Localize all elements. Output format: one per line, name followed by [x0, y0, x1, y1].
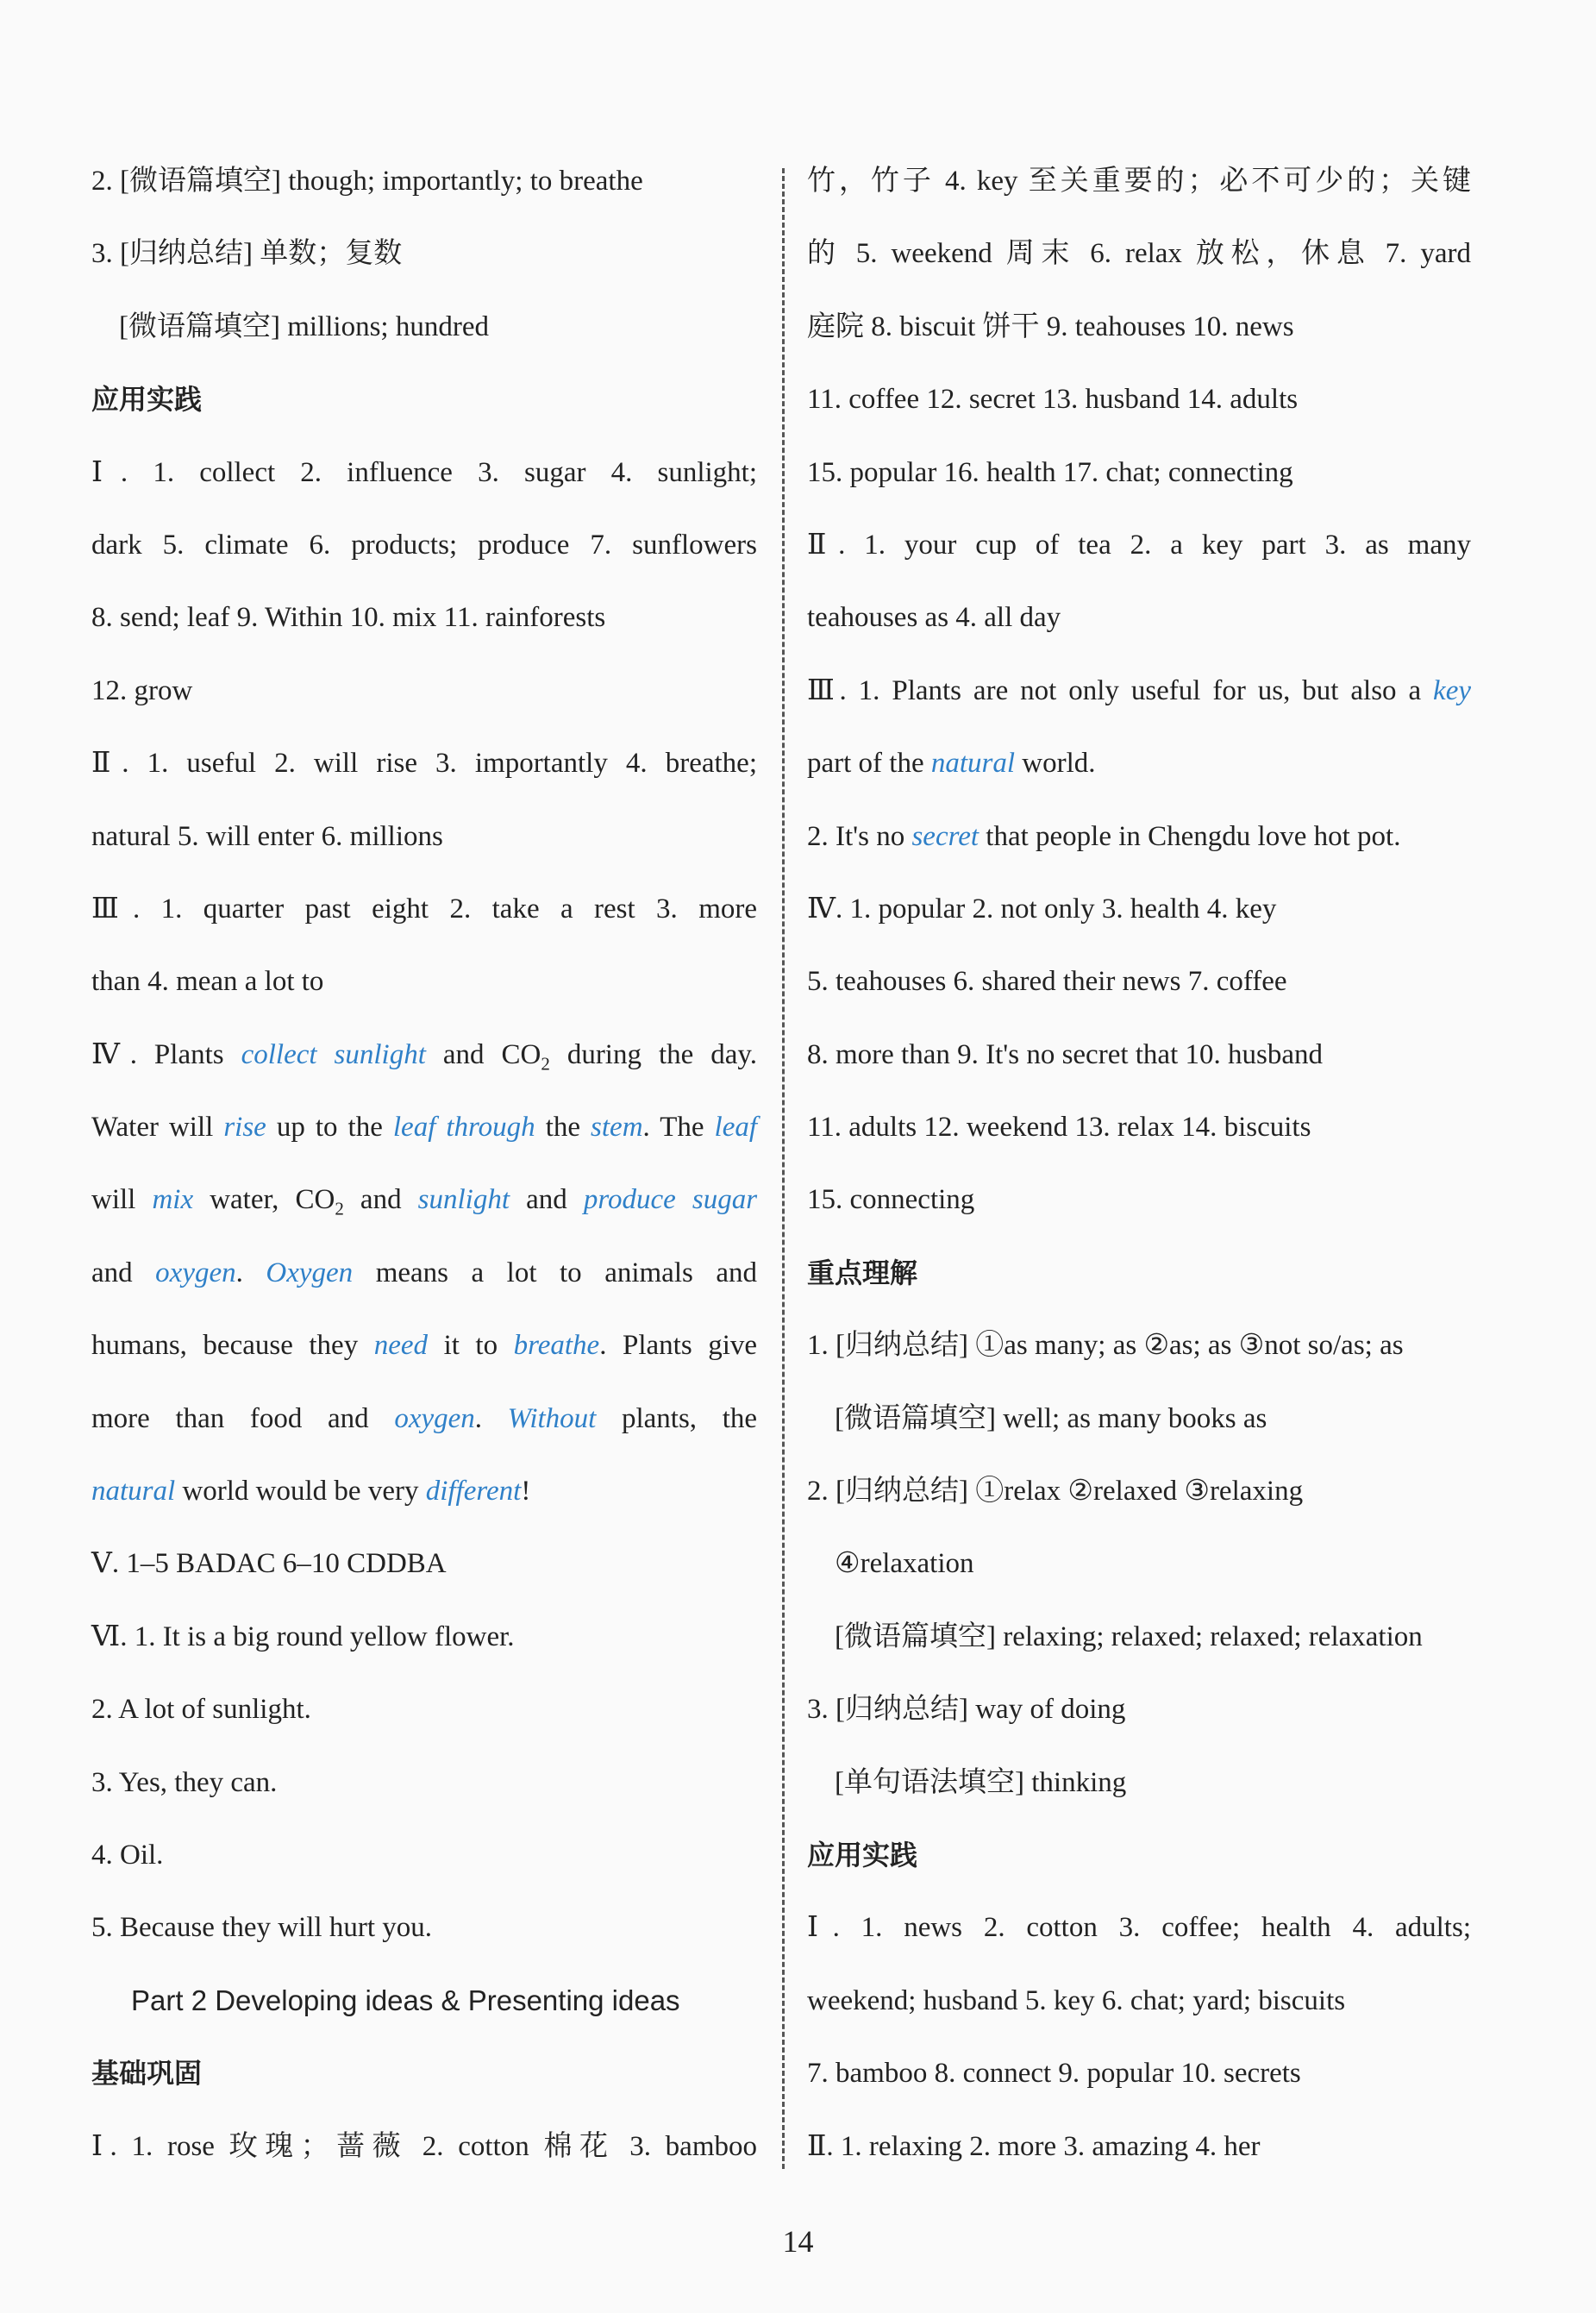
answer-line: teahouses as 4. all day	[807, 602, 1061, 634]
answer-line: Ⅰ. 1. news 2. cotton 3. coffee; health 4. adults;	[807, 1912, 1471, 1944]
filled-answer: stem	[591, 1112, 643, 1144]
section-heading: 应用实践	[807, 1838, 918, 1871]
filled-answer: Without	[507, 1402, 597, 1434]
answer-line: 11. coffee 12. secret 13. husband 14. adults	[807, 384, 1299, 416]
answer-line: 2. A lot of sunlight.	[91, 1694, 311, 1726]
passage-line: will mix water, $CO_2$ and sunlight and produce sugar	[91, 1184, 758, 1220]
answer-line: 4. Oil.	[91, 1839, 164, 1871]
answer-line: Ⅰ. 1. rose 玫瑰；蔷薇 2. cotton 棉花 3. bamboo	[91, 2130, 757, 2162]
answer-line: Ⅴ. 1–5 BADAC 6–10 CDDBA	[91, 1548, 447, 1580]
passage-line: Ⅳ. Plants collect sunlight and $CO_2$ during the day.	[91, 1038, 757, 1075]
answer-line: 庭院 8. biscuit 饼干 9. teahouses 10. news	[807, 310, 1294, 342]
filled-answer: mix	[152, 1184, 194, 1216]
filled-answer: leaf through	[392, 1112, 535, 1144]
filled-answer: rise	[223, 1112, 266, 1144]
right-column	[807, 145, 1471, 2183]
answer-line: 1. [归纳总结] ①as many; as ②as; as ③not so/as; as	[807, 1330, 1404, 1362]
page-number: 14	[782, 2224, 814, 2259]
passage-line: natural world would be very different!	[91, 1476, 531, 1508]
filled-answer: Oxygen	[266, 1257, 354, 1288]
answer-line: 5. teahouses 6. shared their news 7. coffee	[807, 966, 1287, 998]
answer-line: 7. bamboo 8. connect 9. popular 10. secrets	[807, 2058, 1301, 2090]
filled-answer: produce sugar	[583, 1184, 758, 1216]
answer-line: 竹，竹子 4. key 至关重要的；必不可少的；关键	[807, 166, 1471, 197]
answer-line: 2. [归纳总结] ①relax ②relaxed ③relaxing	[807, 1476, 1304, 1508]
answer-line: ④relaxation	[835, 1548, 974, 1580]
answer-line: 3. Yes, they can.	[91, 1766, 278, 1798]
answer-line: 12. grow	[91, 674, 193, 706]
filled-answer: need	[373, 1330, 429, 1362]
passage-line: and oxygen. Oxygen means a lot to animals and	[91, 1257, 758, 1288]
answer-line: Ⅳ. 1. popular 2. not only 3. health 4. key	[807, 893, 1277, 925]
filled-answer: secret	[911, 820, 980, 852]
passage-line: Water will rise up to the leaf through the stem. The leaf	[91, 1112, 758, 1144]
filled-answer: key	[1433, 674, 1471, 706]
answer-line: Ⅰ. 1. collect 2. influence 3. sugar 4. sunlight;	[91, 456, 757, 488]
filled-answer: leaf	[714, 1112, 758, 1144]
answer-line: [单句语法填空] thinking	[835, 1766, 1127, 1798]
answer-line: 3. [归纳总结] 单数；复数	[91, 238, 403, 270]
answer-line: 11. adults 12. weekend 13. relax 14. biscuits	[807, 1112, 1311, 1144]
section-heading: 重点理解	[807, 1256, 918, 1289]
answer-line: 8. more than 9. It's no secret that 10. husband	[807, 1038, 1323, 1070]
answer-line: than 4. mean a lot to	[91, 966, 324, 998]
answer-line: 5. Because they will hurt you.	[91, 1912, 433, 1944]
passage-line: 2. It's no secret that people in Chengdu love hot pot.	[807, 820, 1401, 852]
answer-line: Ⅲ. 1. quarter past eight 2. take a rest 3. more	[91, 893, 757, 925]
answer-line: [微语篇填空] millions; hundred	[119, 310, 489, 342]
filled-answer: collect sunlight	[241, 1038, 426, 1070]
section-heading: 基础巩固	[91, 2057, 203, 2090]
answer-line: 2. [微语篇填空] though; importantly; to breathe	[91, 166, 643, 197]
filled-answer: breathe	[513, 1330, 600, 1362]
passage-line: Ⅲ. 1. Plants are not only useful for us, but also a key	[807, 674, 1471, 706]
answer-line: dark 5. climate 6. products; produce 7. sunflowers	[91, 529, 757, 561]
filled-answer: different	[425, 1476, 522, 1508]
answer-line: Ⅱ. 1. useful 2. will rise 3. importantly 4. breathe;	[91, 748, 757, 780]
answer-line: 15. popular 16. health 17. chat; connecting	[807, 456, 1293, 488]
part-title: Part 2 Developing ideas & Presenting ideas	[131, 1984, 680, 2016]
answer-line: [微语篇填空] relaxing; relaxed; relaxed; relaxation	[835, 1620, 1423, 1652]
filled-answer: oxygen	[155, 1257, 236, 1288]
answer-line: Ⅱ. 1. your cup of tea 2. a key part 3. as many	[807, 529, 1471, 561]
filled-answer: natural	[930, 748, 1016, 780]
passage-line: humans, because they need it to breathe. Plants give	[91, 1330, 758, 1362]
section-heading: 应用实践	[91, 383, 203, 417]
filled-answer: oxygen	[394, 1402, 475, 1434]
answer-line: 8. send; leaf 9. Within 10. mix 11. rainforests	[91, 602, 606, 634]
passage-line: part of the natural world.	[807, 748, 1096, 780]
column-divider	[782, 168, 785, 2169]
answer-line: 15. connecting	[807, 1184, 975, 1216]
filled-answer: natural	[91, 1476, 176, 1508]
passage-line: more than food and oxygen. Without plants, the	[91, 1402, 758, 1434]
filled-answer: sunlight	[417, 1184, 510, 1216]
answer-line: Ⅵ. 1. It is a big round yellow flower.	[91, 1620, 515, 1652]
answer-line: 的 5. weekend 周末 6. relax 放松，休息 7. yard	[807, 238, 1471, 270]
answer-line: [微语篇填空] well; as many books as	[835, 1402, 1267, 1434]
answer-line: Ⅱ. 1. relaxing 2. more 3. amazing 4. her	[807, 2130, 1261, 2162]
answer-line: weekend; husband 5. key 6. chat; yard; biscuits	[807, 1984, 1346, 2016]
answer-line: 3. [归纳总结] way of doing	[807, 1694, 1126, 1726]
answer-line: natural 5. will enter 6. millions	[91, 820, 443, 852]
left-column	[91, 145, 757, 2183]
